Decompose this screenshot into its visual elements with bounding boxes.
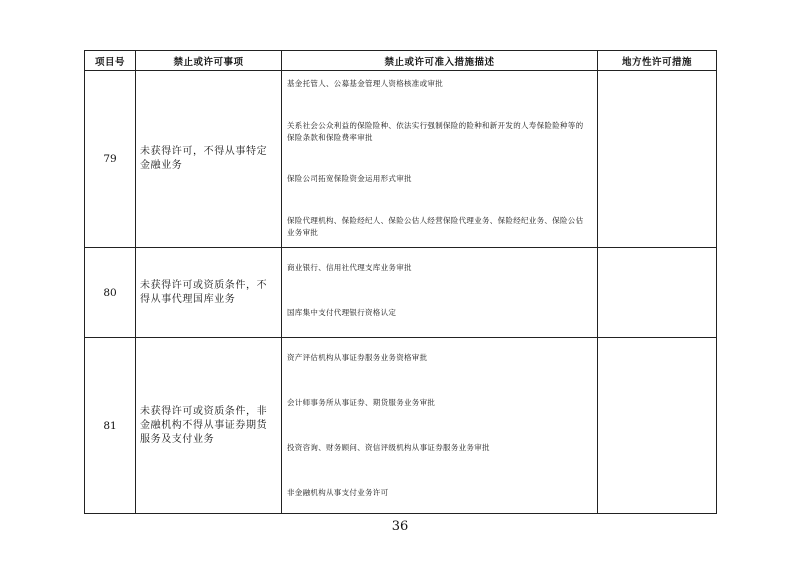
row-item: 未获得许可或资质条件，非金融机构不得从事证券期货服务及支付业务 xyxy=(136,338,282,514)
row-measures xyxy=(282,71,598,248)
table-row xyxy=(85,248,717,338)
regulation-table xyxy=(84,50,717,514)
measure-text: 投资咨询、财务顾问、资信评级机构从事证券服务业务审批 xyxy=(287,443,490,452)
row-number: 80 xyxy=(85,248,136,338)
header-local-measures: 地方性许可措施 xyxy=(598,51,717,71)
header-item-number: 项目号 xyxy=(85,51,136,71)
measure-text: 非金融机构从事支付业务许可 xyxy=(287,488,389,497)
measure-text: 会计师事务所从事证券、期货服务业务审批 xyxy=(287,398,436,407)
table-header-row xyxy=(85,51,717,71)
row-local-measures xyxy=(598,338,717,514)
row-item: 未获得许可，不得从事特定金融业务 xyxy=(136,71,282,248)
row-local-measures xyxy=(598,248,717,338)
measure-text: 资产评估机构从事证券服务业务资格审批 xyxy=(287,353,428,362)
table-row xyxy=(85,338,717,514)
row-item: 未获得许可或资质条件，不得从事代理国库业务 xyxy=(136,248,282,338)
row-measures xyxy=(282,248,598,338)
measure-text: 保险公司拓宽保险资金运用形式审批 xyxy=(287,174,412,184)
measure-text: 商业银行、信用社代理支库业务审批 xyxy=(287,263,412,272)
row-number: 81 xyxy=(85,338,136,514)
page-number: 36 xyxy=(391,519,409,534)
table-row xyxy=(85,71,717,248)
measure-text: 国库集中支付代理银行资格认定 xyxy=(287,308,397,317)
measure-text: 基金托管人、公募基金管理人资格核准或审批 xyxy=(287,79,443,88)
row-number: 79 xyxy=(85,71,136,248)
header-measure-description: 禁止或许可准入措施描述 xyxy=(282,51,598,71)
measure-text: 保险代理机构、保险经纪人、保险公估人经营保险代理业务、保险经纪业务、保险公估业务审批 xyxy=(287,215,584,237)
row-local-measures xyxy=(598,71,717,248)
row-measures xyxy=(282,338,598,514)
measure-text: 关系社会公众利益的保险险种、依法实行强制保险的险种和新开发的人寿保险险种等的保险条款和保险费率审批 xyxy=(287,120,584,142)
header-prohibited-item: 禁止或许可事项 xyxy=(136,51,282,71)
